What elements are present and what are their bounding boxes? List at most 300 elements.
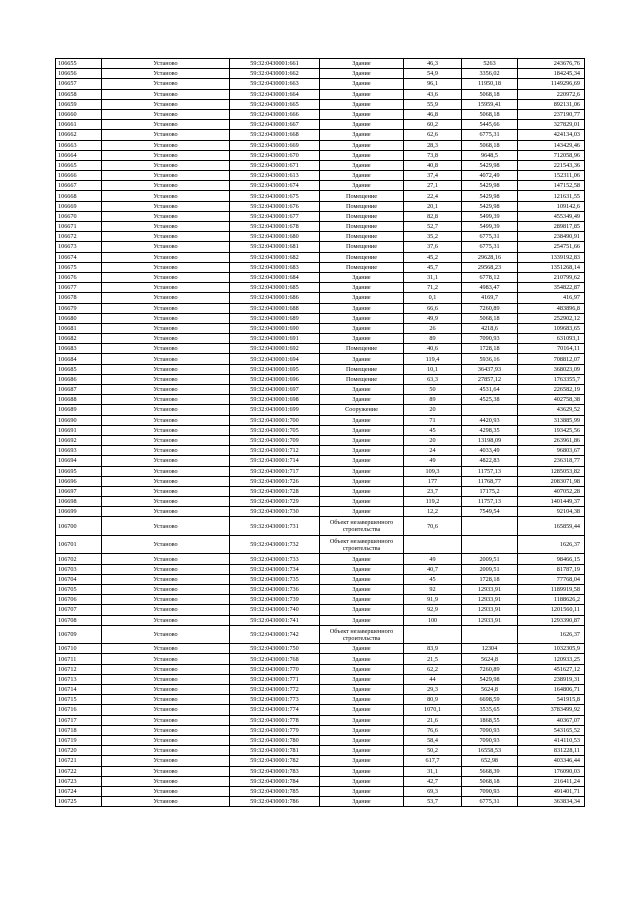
locality-cell: Установо bbox=[102, 89, 230, 99]
unit-value-cell: 7549,54 bbox=[462, 507, 518, 517]
unit-value-cell: 4072,49 bbox=[462, 171, 518, 181]
unit-value-cell: 12933,91 bbox=[462, 615, 518, 625]
cadastral-value-cell: 252902,12 bbox=[518, 313, 585, 323]
unit-value-cell: 7260,89 bbox=[462, 303, 518, 313]
row-number-cell: 106706 bbox=[56, 595, 102, 605]
locality-cell: Установо bbox=[102, 313, 230, 323]
cadastral-number-cell: 59:32:0430001:717 bbox=[230, 466, 320, 476]
table-row bbox=[56, 262, 585, 272]
table-row bbox=[56, 415, 585, 425]
row-number-cell: 106682 bbox=[56, 334, 102, 344]
table-row bbox=[56, 615, 585, 625]
locality-cell: Установо bbox=[102, 674, 230, 684]
table-row bbox=[56, 595, 585, 605]
unit-value-cell: 6775,31 bbox=[462, 797, 518, 807]
row-number-cell: 106655 bbox=[56, 59, 102, 69]
unit-value-cell: 16558,53 bbox=[462, 746, 518, 756]
object-type-cell: Здание bbox=[320, 725, 404, 735]
cadastral-number-cell: 59:32:0430001:686 bbox=[230, 293, 320, 303]
row-number-cell: 106715 bbox=[56, 695, 102, 705]
row-number-cell: 106662 bbox=[56, 130, 102, 140]
area-cell: 69,3 bbox=[404, 786, 462, 796]
unit-value-cell: 6698,59 bbox=[462, 695, 518, 705]
object-type-cell: Помещение bbox=[320, 364, 404, 374]
cadastral-value-cell: 363834,34 bbox=[518, 797, 585, 807]
table-row bbox=[56, 283, 585, 293]
table-row bbox=[56, 374, 585, 384]
unit-value-cell: 9648,5 bbox=[462, 150, 518, 160]
table-row bbox=[56, 746, 585, 756]
area-cell: 37,6 bbox=[404, 242, 462, 252]
cadastral-number-cell: 59:32:0430001:699 bbox=[230, 405, 320, 415]
area-cell: 62,6 bbox=[404, 130, 462, 140]
unit-value-cell: 5429,98 bbox=[462, 191, 518, 201]
row-number-cell: 106705 bbox=[56, 585, 102, 595]
row-number-cell: 106696 bbox=[56, 476, 102, 486]
cadastral-number-cell: 59:32:0430001:750 bbox=[230, 644, 320, 654]
locality-cell: Установо bbox=[102, 425, 230, 435]
locality-cell: Установо bbox=[102, 797, 230, 807]
unit-value-cell: 17175,2 bbox=[462, 486, 518, 496]
cadastral-number-cell: 59:32:0430001:739 bbox=[230, 595, 320, 605]
object-type-cell: Здание bbox=[320, 705, 404, 715]
object-type-cell: Здание bbox=[320, 334, 404, 344]
row-number-cell: 106670 bbox=[56, 211, 102, 221]
area-cell: 76,6 bbox=[404, 725, 462, 735]
object-type-cell: Здание bbox=[320, 140, 404, 150]
unit-value-cell: 12933,91 bbox=[462, 605, 518, 615]
cadastral-number-cell: 59:32:0430001:697 bbox=[230, 385, 320, 395]
area-cell: 109,3 bbox=[404, 466, 462, 476]
cadastral-value-cell: 1201560,11 bbox=[518, 605, 585, 615]
table-row bbox=[56, 334, 585, 344]
table-row bbox=[56, 69, 585, 79]
area-cell: 40,8 bbox=[404, 160, 462, 170]
area-cell: 43,6 bbox=[404, 89, 462, 99]
cadastral-number-cell: 59:32:0430001:786 bbox=[230, 797, 320, 807]
row-number-cell: 106690 bbox=[56, 415, 102, 425]
cadastral-value-cell: 70164,11 bbox=[518, 344, 585, 354]
unit-value-cell: 5499,39 bbox=[462, 222, 518, 232]
cadastral-value-cell: 98466,15 bbox=[518, 554, 585, 564]
cadastral-value-cell: 368023,09 bbox=[518, 364, 585, 374]
cadastral-number-cell: 59:32:0430001:768 bbox=[230, 654, 320, 664]
cadastral-value-cell: 1032305,9 bbox=[518, 644, 585, 654]
locality-cell: Установо bbox=[102, 374, 230, 384]
table-row bbox=[56, 564, 585, 574]
area-cell: 91,9 bbox=[404, 595, 462, 605]
unit-value-cell: 3535,65 bbox=[462, 705, 518, 715]
unit-value-cell: 5429,98 bbox=[462, 181, 518, 191]
table-row bbox=[56, 776, 585, 786]
locality-cell: Установо bbox=[102, 725, 230, 735]
row-number-cell: 106673 bbox=[56, 242, 102, 252]
cadastral-value-cell: 451627,12 bbox=[518, 664, 585, 674]
object-type-cell: Здание bbox=[320, 564, 404, 574]
area-cell: 31,1 bbox=[404, 766, 462, 776]
cadastral-value-cell: 455349,49 bbox=[518, 211, 585, 221]
cadastral-value-cell: 77768,04 bbox=[518, 574, 585, 584]
row-number-cell: 106719 bbox=[56, 735, 102, 745]
object-type-cell: Здание bbox=[320, 776, 404, 786]
area-cell: 28,3 bbox=[404, 140, 462, 150]
locality-cell: Установо bbox=[102, 595, 230, 605]
area-cell: 63,3 bbox=[404, 374, 462, 384]
table-row bbox=[56, 150, 585, 160]
cadastral-value-cell: 238490,91 bbox=[518, 232, 585, 242]
row-number-cell: 106677 bbox=[56, 283, 102, 293]
unit-value-cell: 15959,41 bbox=[462, 99, 518, 109]
row-number-cell: 106717 bbox=[56, 715, 102, 725]
area-cell: 49 bbox=[404, 554, 462, 564]
row-number-cell: 106663 bbox=[56, 140, 102, 150]
row-number-cell: 106679 bbox=[56, 303, 102, 313]
locality-cell: Установо bbox=[102, 59, 230, 69]
cadastral-value-cell: 109683,65 bbox=[518, 323, 585, 333]
locality-cell: Установо bbox=[102, 99, 230, 109]
object-type-cell: Здание bbox=[320, 595, 404, 605]
cadastral-number-cell: 59:32:0430001:774 bbox=[230, 705, 320, 715]
table-row bbox=[56, 89, 585, 99]
table-row bbox=[56, 242, 585, 252]
table-row bbox=[56, 797, 585, 807]
cadastral-number-cell: 59:32:0430001:714 bbox=[230, 456, 320, 466]
area-cell: 24 bbox=[404, 446, 462, 456]
object-type-cell: Помещение bbox=[320, 232, 404, 242]
table-row bbox=[56, 705, 585, 715]
row-number-cell: 106666 bbox=[56, 171, 102, 181]
unit-value-cell: 6775,31 bbox=[462, 242, 518, 252]
cadastral-number-cell: 59:32:0430001:779 bbox=[230, 725, 320, 735]
row-number-cell: 106693 bbox=[56, 446, 102, 456]
unit-value-cell: 27857,12 bbox=[462, 374, 518, 384]
locality-cell: Установо bbox=[102, 252, 230, 262]
area-cell: 29,3 bbox=[404, 685, 462, 695]
unit-value-cell: 2009,51 bbox=[462, 554, 518, 564]
cadastral-number-cell: 59:32:0430001:733 bbox=[230, 554, 320, 564]
cadastral-value-cell: 424134,03 bbox=[518, 130, 585, 140]
area-cell: 66,6 bbox=[404, 303, 462, 313]
table-row bbox=[56, 644, 585, 654]
row-number-cell: 106672 bbox=[56, 232, 102, 242]
cadastral-value-table bbox=[55, 58, 585, 807]
cadastral-number-cell: 59:32:0430001:692 bbox=[230, 344, 320, 354]
table-body bbox=[56, 59, 585, 807]
row-number-cell: 106704 bbox=[56, 574, 102, 584]
table-row bbox=[56, 405, 585, 415]
area-cell: 52,7 bbox=[404, 222, 462, 232]
table-row bbox=[56, 446, 585, 456]
cadastral-number-cell: 59:32:0430001:781 bbox=[230, 746, 320, 756]
unit-value-cell: 11757,13 bbox=[462, 466, 518, 476]
locality-cell: Установо bbox=[102, 654, 230, 664]
unit-value-cell: 29568,23 bbox=[462, 262, 518, 272]
locality-cell: Установо bbox=[102, 776, 230, 786]
locality-cell: Установо bbox=[102, 415, 230, 425]
cadastral-number-cell: 59:32:0430001:663 bbox=[230, 79, 320, 89]
object-type-cell: Помещение bbox=[320, 222, 404, 232]
unit-value-cell: 4033,49 bbox=[462, 446, 518, 456]
locality-cell: Установо bbox=[102, 201, 230, 211]
object-type-cell: Объект незавершенного строительства bbox=[320, 517, 404, 536]
locality-cell: Установо bbox=[102, 786, 230, 796]
object-type-cell: Здание bbox=[320, 644, 404, 654]
cadastral-value-cell: 831228,11 bbox=[518, 746, 585, 756]
area-cell: 50,2 bbox=[404, 746, 462, 756]
object-type-cell: Здание bbox=[320, 283, 404, 293]
cadastral-number-cell: 59:32:0430001:784 bbox=[230, 776, 320, 786]
table-row bbox=[56, 786, 585, 796]
cadastral-value-cell: 220972,6 bbox=[518, 89, 585, 99]
cadastral-value-cell: 263961,86 bbox=[518, 435, 585, 445]
row-number-cell: 106713 bbox=[56, 674, 102, 684]
unit-value-cell: 6778,12 bbox=[462, 272, 518, 282]
cadastral-value-cell: 43629,52 bbox=[518, 405, 585, 415]
object-type-cell: Здание bbox=[320, 507, 404, 517]
locality-cell: Установо bbox=[102, 695, 230, 705]
row-number-cell: 106671 bbox=[56, 222, 102, 232]
area-cell: 49 bbox=[404, 456, 462, 466]
row-number-cell: 106675 bbox=[56, 262, 102, 272]
cadastral-number-cell: 59:32:0430001:668 bbox=[230, 130, 320, 140]
table-row bbox=[56, 554, 585, 564]
row-number-cell: 106707 bbox=[56, 605, 102, 615]
area-cell: 46,3 bbox=[404, 59, 462, 69]
area-cell: 96,1 bbox=[404, 79, 462, 89]
area-cell: 35,2 bbox=[404, 232, 462, 242]
row-number-cell: 106716 bbox=[56, 705, 102, 715]
locality-cell: Установо bbox=[102, 685, 230, 695]
cadastral-number-cell: 59:32:0430001:662 bbox=[230, 69, 320, 79]
cadastral-value-cell: 631093,1 bbox=[518, 334, 585, 344]
unit-value-cell: 4822,83 bbox=[462, 456, 518, 466]
locality-cell: Установо bbox=[102, 735, 230, 745]
table-row bbox=[56, 695, 585, 705]
table-row bbox=[56, 303, 585, 313]
cadastral-value-cell: 1626,37 bbox=[518, 625, 585, 644]
table-row bbox=[56, 79, 585, 89]
unit-value-cell: 5429,98 bbox=[462, 674, 518, 684]
cadastral-value-cell: 92104,38 bbox=[518, 507, 585, 517]
object-type-cell: Объект незавершенного строительства bbox=[320, 535, 404, 554]
row-number-cell: 106697 bbox=[56, 486, 102, 496]
object-type-cell: Здание bbox=[320, 786, 404, 796]
table-row bbox=[56, 395, 585, 405]
table-row bbox=[56, 517, 585, 536]
cadastral-number-cell: 59:32:0430001:695 bbox=[230, 364, 320, 374]
unit-value-cell: 5499,39 bbox=[462, 211, 518, 221]
table-row bbox=[56, 385, 585, 395]
unit-value-cell: 4298,35 bbox=[462, 425, 518, 435]
cadastral-number-cell: 59:32:0430001:685 bbox=[230, 283, 320, 293]
object-type-cell: Помещение bbox=[320, 252, 404, 262]
object-type-cell: Объект незавершенного строительства bbox=[320, 625, 404, 644]
object-type-cell: Помещение bbox=[320, 242, 404, 252]
cadastral-number-cell: 59:32:0430001:661 bbox=[230, 59, 320, 69]
unit-value-cell: 12304 bbox=[462, 644, 518, 654]
unit-value-cell: 2009,51 bbox=[462, 564, 518, 574]
locality-cell: Установо bbox=[102, 574, 230, 584]
unit-value-cell: 1868,55 bbox=[462, 715, 518, 725]
object-type-cell: Здание bbox=[320, 99, 404, 109]
cadastral-number-cell: 59:32:0430001:732 bbox=[230, 535, 320, 554]
locality-cell: Установо bbox=[102, 222, 230, 232]
area-cell: 62,2 bbox=[404, 664, 462, 674]
cadastral-number-cell: 59:32:0430001:730 bbox=[230, 507, 320, 517]
cadastral-number-cell: 59:32:0430001:783 bbox=[230, 766, 320, 776]
unit-value-cell bbox=[462, 405, 518, 415]
row-number-cell: 106698 bbox=[56, 497, 102, 507]
object-type-cell: Здание bbox=[320, 181, 404, 191]
cadastral-value-cell: 483896,8 bbox=[518, 303, 585, 313]
table-row bbox=[56, 272, 585, 282]
cadastral-number-cell: 59:32:0430001:729 bbox=[230, 497, 320, 507]
object-type-cell: Здание bbox=[320, 766, 404, 776]
row-number-cell: 106667 bbox=[56, 181, 102, 191]
locality-cell: Установо bbox=[102, 564, 230, 574]
table-row bbox=[56, 507, 585, 517]
area-cell: 10,1 bbox=[404, 364, 462, 374]
row-number-cell: 106683 bbox=[56, 344, 102, 354]
row-number-cell: 106657 bbox=[56, 79, 102, 89]
unit-value-cell bbox=[462, 517, 518, 536]
object-type-cell: Здание bbox=[320, 605, 404, 615]
cadastral-number-cell: 59:32:0430001:667 bbox=[230, 120, 320, 130]
locality-cell: Установо bbox=[102, 535, 230, 554]
cadastral-value-cell: 2083071,98 bbox=[518, 476, 585, 486]
locality-cell: Установо bbox=[102, 109, 230, 119]
locality-cell: Установо bbox=[102, 130, 230, 140]
table-row bbox=[56, 323, 585, 333]
table-row bbox=[56, 191, 585, 201]
locality-cell: Установо bbox=[102, 554, 230, 564]
object-type-cell: Здание bbox=[320, 171, 404, 181]
unit-value-cell bbox=[462, 535, 518, 554]
unit-value-cell: 5624,8 bbox=[462, 654, 518, 664]
area-cell: 44 bbox=[404, 674, 462, 684]
cadastral-number-cell: 59:32:0430001:689 bbox=[230, 313, 320, 323]
row-number-cell: 106721 bbox=[56, 756, 102, 766]
object-type-cell: Помещение bbox=[320, 201, 404, 211]
area-cell: 20,1 bbox=[404, 201, 462, 211]
object-type-cell: Здание bbox=[320, 554, 404, 564]
row-number-cell: 106676 bbox=[56, 272, 102, 282]
cadastral-number-cell: 59:32:0430001:666 bbox=[230, 109, 320, 119]
area-cell: 177 bbox=[404, 476, 462, 486]
row-number-cell: 106659 bbox=[56, 99, 102, 109]
area-cell: 45 bbox=[404, 574, 462, 584]
locality-cell: Установо bbox=[102, 466, 230, 476]
object-type-cell: Помещение bbox=[320, 374, 404, 384]
area-cell: 20 bbox=[404, 405, 462, 415]
object-type-cell: Здание bbox=[320, 797, 404, 807]
unit-value-cell: 3356,02 bbox=[462, 69, 518, 79]
table-row bbox=[56, 664, 585, 674]
area-cell: 92,9 bbox=[404, 605, 462, 615]
table-row bbox=[56, 425, 585, 435]
cadastral-number-cell: 59:32:0430001:735 bbox=[230, 574, 320, 584]
row-number-cell: 106699 bbox=[56, 507, 102, 517]
area-cell: 54,9 bbox=[404, 69, 462, 79]
area-cell: 20 bbox=[404, 435, 462, 445]
table-row bbox=[56, 715, 585, 725]
unit-value-cell: 7090,93 bbox=[462, 786, 518, 796]
unit-value-cell: 12933,91 bbox=[462, 595, 518, 605]
cadastral-value-cell: 216411,24 bbox=[518, 776, 585, 786]
object-type-cell: Здание bbox=[320, 150, 404, 160]
locality-cell: Установо bbox=[102, 476, 230, 486]
area-cell: 80,9 bbox=[404, 695, 462, 705]
unit-value-cell: 6775,31 bbox=[462, 130, 518, 140]
object-type-cell: Здание bbox=[320, 674, 404, 684]
cadastral-number-cell: 59:32:0430001:728 bbox=[230, 486, 320, 496]
object-type-cell: Здание bbox=[320, 746, 404, 756]
cadastral-value-cell: 407052,28 bbox=[518, 486, 585, 496]
area-cell: 42,7 bbox=[404, 776, 462, 786]
area-cell: 70,6 bbox=[404, 517, 462, 536]
locality-cell: Установо bbox=[102, 334, 230, 344]
locality-cell: Установо bbox=[102, 323, 230, 333]
cadastral-number-cell: 59:32:0430001:664 bbox=[230, 89, 320, 99]
unit-value-cell: 7090,93 bbox=[462, 725, 518, 735]
cadastral-number-cell: 59:32:0430001:731 bbox=[230, 517, 320, 536]
locality-cell: Установо bbox=[102, 746, 230, 756]
unit-value-cell: 4983,47 bbox=[462, 283, 518, 293]
unit-value-cell: 5263 bbox=[462, 59, 518, 69]
cadastral-value-cell: 120933,25 bbox=[518, 654, 585, 664]
cadastral-number-cell: 59:32:0430001:676 bbox=[230, 201, 320, 211]
unit-value-cell: 12933,91 bbox=[462, 585, 518, 595]
object-type-cell: Здание bbox=[320, 685, 404, 695]
unit-value-cell bbox=[462, 625, 518, 644]
locality-cell: Установо bbox=[102, 272, 230, 282]
cadastral-value-cell: 237190,77 bbox=[518, 109, 585, 119]
locality-cell: Установо bbox=[102, 435, 230, 445]
row-number-cell: 106686 bbox=[56, 374, 102, 384]
row-number-cell: 106702 bbox=[56, 554, 102, 564]
cadastral-value-cell: 414110,53 bbox=[518, 735, 585, 745]
cadastral-value-cell: 193425,56 bbox=[518, 425, 585, 435]
locality-cell: Установо bbox=[102, 150, 230, 160]
cadastral-value-cell: 184245,34 bbox=[518, 69, 585, 79]
area-cell: 22,4 bbox=[404, 191, 462, 201]
area-cell: 45 bbox=[404, 425, 462, 435]
locality-cell: Установо bbox=[102, 232, 230, 242]
locality-cell: Установо bbox=[102, 140, 230, 150]
area-cell: 83,9 bbox=[404, 644, 462, 654]
locality-cell: Установо bbox=[102, 242, 230, 252]
table-row bbox=[56, 181, 585, 191]
object-type-cell: Здание bbox=[320, 585, 404, 595]
area-cell: 617,7 bbox=[404, 756, 462, 766]
row-number-cell: 106688 bbox=[56, 395, 102, 405]
row-number-cell: 106692 bbox=[56, 435, 102, 445]
table-row bbox=[56, 99, 585, 109]
area-cell: 40,7 bbox=[404, 564, 462, 574]
table-row bbox=[56, 654, 585, 664]
cadastral-value-cell: 81787,19 bbox=[518, 564, 585, 574]
locality-cell: Установо bbox=[102, 354, 230, 364]
table-row bbox=[56, 435, 585, 445]
table-row bbox=[56, 456, 585, 466]
table-row bbox=[56, 344, 585, 354]
cadastral-number-cell: 59:32:0430001:778 bbox=[230, 715, 320, 725]
object-type-cell: Здание bbox=[320, 120, 404, 130]
object-type-cell: Здание bbox=[320, 735, 404, 745]
cadastral-number-cell: 59:32:0430001:683 bbox=[230, 262, 320, 272]
table-row bbox=[56, 59, 585, 69]
cadastral-number-cell: 59:32:0430001:670 bbox=[230, 150, 320, 160]
